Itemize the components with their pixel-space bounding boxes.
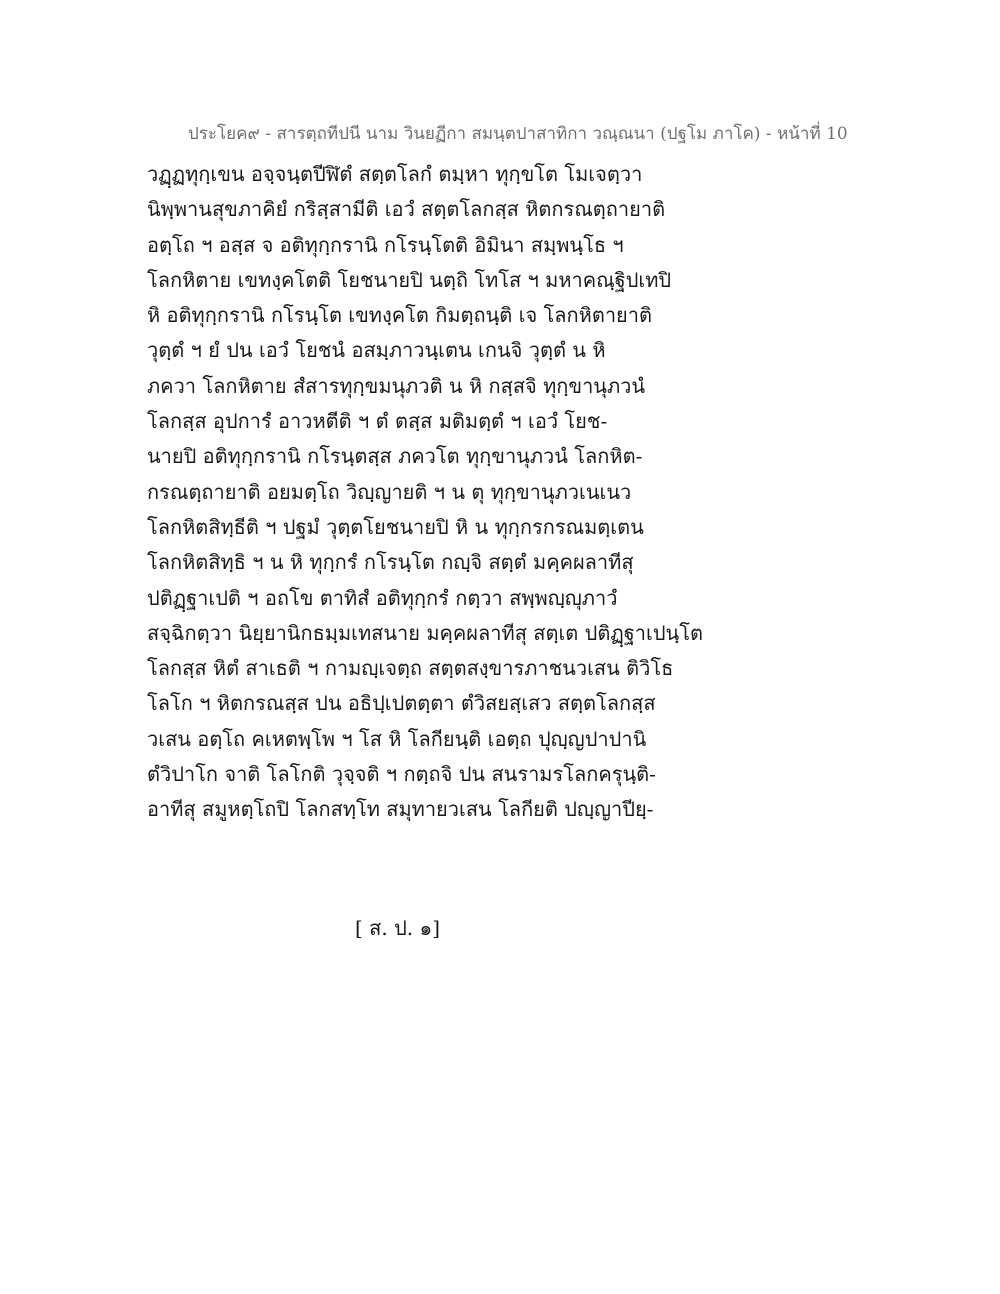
text-line: กรณตฺถายาติ อยมตฺโถ วิญฺญายติ ฯ น ตุ ทุกฺขานุภวเนเนว	[147, 479, 632, 504]
text-line: นิพฺพานสุขภาคิยํ กริสฺสามีติ เอวํ สตฺตโลกสฺส หิตกรณตฺถายาติ	[147, 197, 666, 222]
text-line: โลโก ฯ หิตกรณสฺส ปน อธิปฺเปตตฺตา ตํวิสยสฺเสว สตฺตโลกสฺส	[147, 691, 656, 716]
text-line: วเสน อตฺโถ คเหตพฺโพ ฯ โส หิ โลกียนฺติ เอตฺถ ปุญฺญปาปานิ	[147, 726, 647, 751]
text-line: โลกสฺส อุปการํ อาวหตีติ ฯ ตํ ตสฺส มติมตฺตํ ฯ เอวํ โยช-	[147, 409, 608, 434]
text-line: อาทีสุ สมูหตฺโถปิ โลกสทฺโท สมุทายวเสน โลกียติ ปญฺญาปียฺ-	[147, 797, 654, 822]
body-text	[147, 157, 707, 828]
text-line: อตฺโถ ฯ อสฺส จ อติทุกฺกรานิ กโรนฺโตติ อิมินา สมฺพนฺโธ ฯ	[147, 232, 624, 257]
text-line: วฏฺฏทุกฺเขน อจฺจนฺตปีฬิตํ สตฺตโลกํ ตมฺหา ทุกฺขโต โมเจตฺวา	[147, 162, 643, 186]
text-line: วุตฺตํ ฯ ยํ ปน เอวํ โยชนํ อสมฺภาวนฺเตน เกนจิ วุตฺตํ น หิ	[147, 338, 606, 363]
text-line: โลกหิตสิทฺธิ ฯ น หิ ทุกฺกรํ กโรนฺโต กญฺจิ สตฺตํ มคฺคผลาทีสุ	[147, 550, 634, 575]
text-line: ปติฏฺฐาเปติ ฯ อถโข ตาทิสํ อติทุกฺกรํ กตฺวา สพฺพญฺญุภาวํ	[147, 585, 618, 610]
text-line: ตํวิปาโก จาติ โลโกติ วุจฺจติ ฯ กตฺถจิ ปน สนรามรโลกครุนฺติ-	[147, 762, 656, 787]
text-line: โลกหิตสิทฺธีติ ฯ ปฐมํ วุตฺตโยชนายปิ หิ น ทุกฺกรกรณมตฺเตน	[147, 514, 644, 539]
text-line: หิ อติทุกฺกรานิ กโรนฺโต เขทงฺคโต กิมตฺถนฺติ เจ โลกหิตายาติ	[147, 303, 652, 328]
signature-mark: [ ส. ป. ๑]	[355, 916, 440, 940]
running-header: ประโยค๙ - สารตฺถทีปนี นาม วินยฏีกา สมนฺตปาสาทิกา วณฺณนา (ปฐโม ภาโค) - หน้าที่ 10	[188, 124, 848, 144]
text-line: นายปิ อติทุกฺกรานิ กโรนฺตสฺส ภควโต ทุกฺขานุภวนํ โลกหิต-	[147, 444, 643, 469]
text-line: โลกหิตาย เขทงฺคโตติ โยชนายปิ นตฺถิ โทโส ฯ มหาคณฺฐิปเทปิ	[147, 267, 672, 292]
text-line: โลกสฺส หิตํ สาเธติ ฯ กามญฺเจตฺถ สตฺตสงฺขารภาชนวเสน ติวิโธ	[147, 656, 674, 681]
text-line: สจฺฉิกตฺวา นิยฺยานิกธมฺมเทสนาย มคฺคผลาทีสุ สตฺเต ปติฏฺฐาเปนฺโต	[147, 620, 703, 645]
text-line: ภควา โลกหิตาย สํสารทุกฺขมนุภวติ น หิ กสฺสจิ ทุกฺขานุภวนํ	[147, 373, 646, 398]
